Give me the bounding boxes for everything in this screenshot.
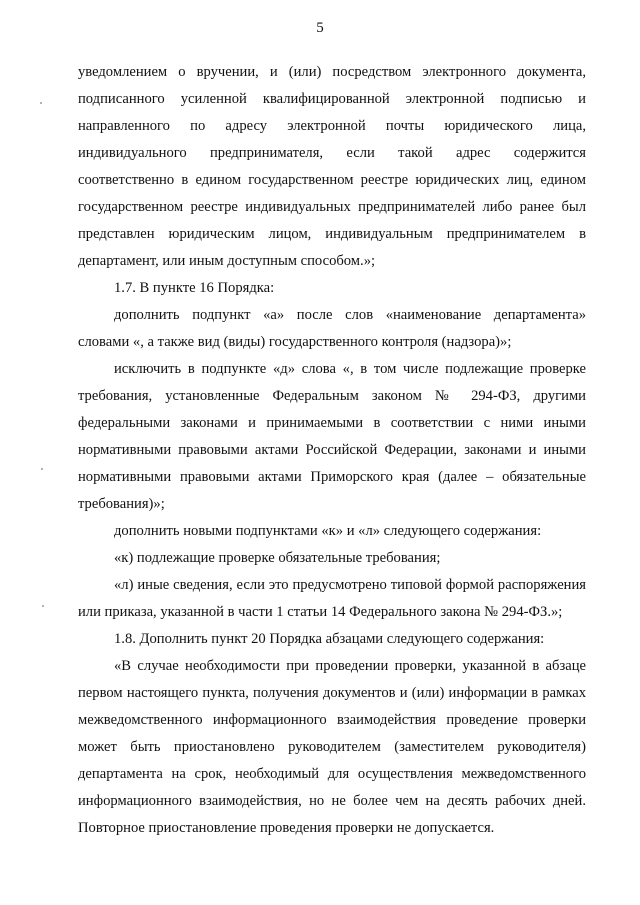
scan-speck — [41, 468, 43, 470]
scan-speck — [42, 605, 44, 607]
scan-speck — [40, 102, 42, 104]
document-body — [78, 59, 586, 842]
paragraph-1-7-heading: 1.7. В пункте 16 Порядка: — [114, 280, 275, 296]
paragraph-add-subpoints: дополнить новыми подпунктами «к» и «л» следующего содержания: — [114, 523, 542, 539]
paragraph-suspension-rule: «В случае необходимости при проведении проверки, указанной в абзаце первом настоящего пункта, получения документов и (или) информации в рамках межведомственного информационного взаимодействия проведение проверки может быть приостановлено руководителем (заместителем руководителя) департамента на срок, необходимый для осуществления межведомственного информационного взаимодействия, но не более чем на десять рабочих дней. Повторное приостановление проведения проверки не допускается. — [78, 658, 586, 836]
page-number: 5 — [316, 20, 324, 36]
paragraph-subpoint-d: исключить в подпункте «д» слова «, в том числе подлежащие проверке требования, установленные Федеральным законом № 294-ФЗ, другими федеральными законами и принимаемыми в соответствии с ними иными нормативными правовыми актами Российской Федерации, законами и иными нормативными правовыми актами Приморского края (далее – обязательные требования)»; — [78, 361, 586, 512]
paragraph-subpoint-k: «к) подлежащие проверке обязательные требования; — [114, 550, 441, 566]
paragraph-1-8-heading: 1.8. Дополнить пункт 20 Порядка абзацами следующего содержания: — [114, 631, 545, 647]
paragraph-notice-delivery: уведомлением о вручении, и (или) посредством электронного документа, подписанного усиленной квалифицированной электронной подписью и направленного по адресу электронной почты юридического лица, индивидуального предпринимателя, если такой адрес содержится соответственно в едином государственном реестре юридических лиц, едином государственном реестре индивидуальных предпринимателей либо ранее был представлен юридическим лицом, индивидуальным предпринимателем в департамент, или иным доступным способом.»; — [78, 64, 586, 269]
paragraph-subpoint-a: дополнить подпункт «а» после слов «наименование департамента» словами «, а также вид (виды) государственного контроля (надзора)»; — [78, 307, 586, 350]
paragraph-subpoint-l: «л) иные сведения, если это предусмотрено типовой формой распоряжения или приказа, указанной в части 1 статьи 14 Федерального закона № 294-ФЗ.»; — [78, 577, 586, 620]
